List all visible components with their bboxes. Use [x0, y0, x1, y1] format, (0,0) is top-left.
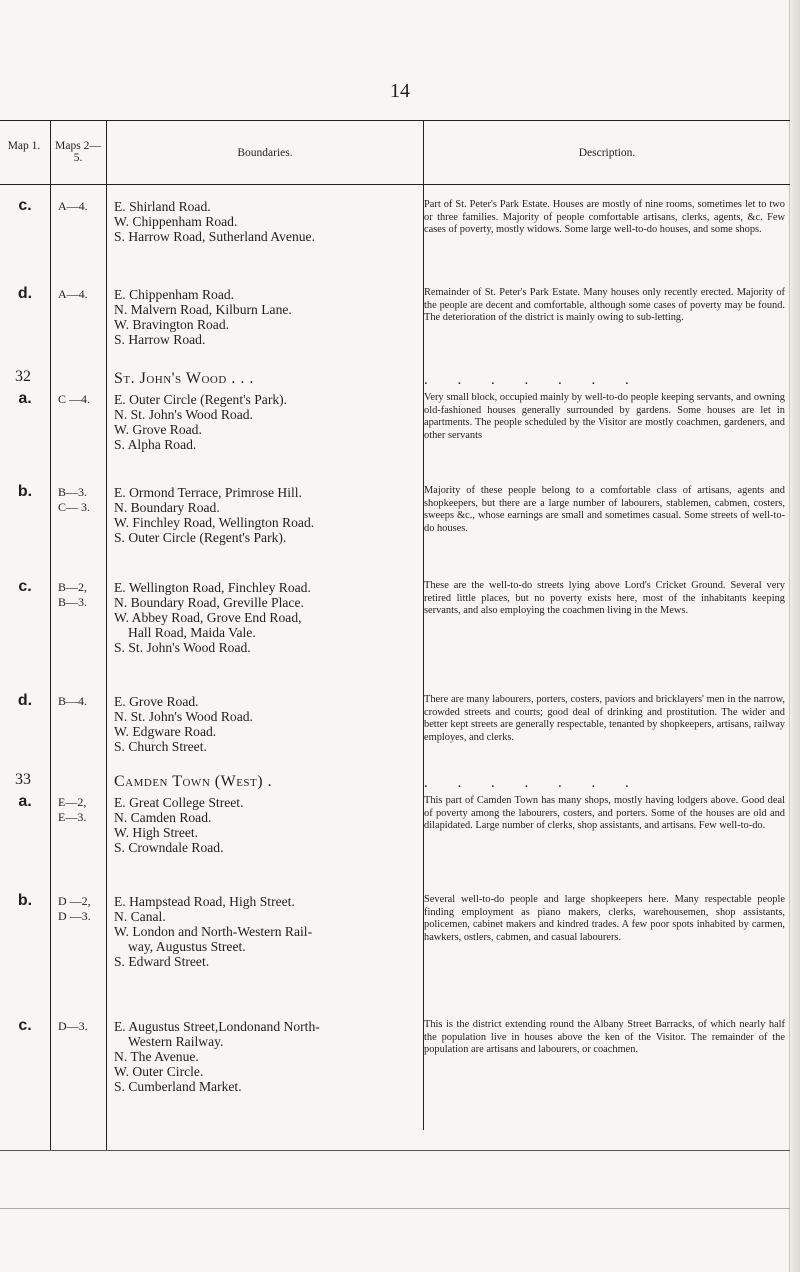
table-row — [0, 287, 790, 357]
description-cell: This is the district extending round the Albany Street Barracks, of which nearly half the population live in houses above the ken of the Visitor. The remainder of the population are artisans and labourers, or coachmen. — [424, 1019, 785, 1055]
description-cell: These are the well-to-do streets lying above Lord's Cricket Ground. Several very retired little places, but no poverty exists here, most of the inhabitants keeping servants, and also employing the coachmen living in the Mews. — [424, 580, 785, 616]
boundaries-cell: E. Shirland Road. W. Chippenham Road. S. Harrow Road, Sutherland Avenue. — [114, 199, 315, 244]
header-description: Description. — [578, 147, 636, 159]
section-number: 32 — [15, 368, 31, 385]
table-row — [0, 580, 790, 670]
boundaries-cell: E. Outer Circle (Regent's Park). N. St. John's Wood Road. W. Grove Road. S. Alpha Road. — [114, 392, 288, 452]
maps-reference: B—4. — [58, 694, 88, 708]
section-number: 33 — [15, 771, 31, 788]
boundaries-cell: E. Grove Road. N. St. John's Wood Road. W. Edgware Road. S. Church Street. — [114, 694, 253, 754]
maps-reference: A—4. — [58, 287, 88, 301]
table-top-rule — [0, 120, 790, 121]
map1-letter: d. — [17, 285, 33, 302]
table-row — [0, 485, 790, 555]
description-cell: There are many labourers, porters, costers, paviors and bricklayers' men in the narrow, crowded streets and courts; good deal of drinking and prostitution. The wider and better kept streets are generally respectable, tenanted by shopkeepers, artisans, railway employes, and clerks. — [424, 694, 785, 743]
map1-letter: a. — [18, 390, 32, 407]
map1-letter: b. — [17, 892, 33, 909]
description-cell: This part of Camden Town has many shops, mostly having lodgers above. Good deal of poverty among the labourers, costers, and porters. Some of the houses are old and dilapidated. Large number of clerks, shop assistants, and artisans. Few well-to-do. — [424, 795, 785, 831]
boundaries-cell: E. Chippenham Road. N. Malvern Road, Kilburn Lane. W. Bravington Road. S. Harrow Road. — [114, 287, 292, 347]
map1-letter: c. — [18, 578, 32, 595]
table-row — [0, 392, 790, 462]
section-title: St. John's Wood . . . — [114, 370, 254, 387]
maps-reference: E—2, E—3. — [58, 795, 87, 824]
table-header-rule — [0, 184, 790, 185]
header-boundaries: Boundaries. — [237, 147, 293, 159]
map1-letter: c. — [18, 1017, 32, 1034]
map1-letter: b. — [17, 483, 33, 500]
boundaries-cell: E. Wellington Road, Finchley Road. N. Boundary Road, Greville Place. W. Abbey Road, Grove End Road, Hall Road, Maida Vale. S. St. John's Wood Road. — [114, 580, 311, 655]
maps-reference: A—4. — [58, 199, 88, 213]
description-cell: Very small block, occupied mainly by well-to-do people keeping servants, and owning old-fashioned houses generally surrounded by gardens. Some houses are let in apartments. The people scheduled by the Visitor are mostly coachmen, gardeners, and other servants — [424, 392, 785, 441]
description-dots: . . . . . . . — [424, 372, 642, 388]
description-dots: . . . . . . . — [424, 775, 642, 791]
page-number: 14 — [390, 80, 410, 102]
boundaries-cell: E. Augustus Street,Londonand North- Western Railway. N. The Avenue. W. Outer Circle. S. Cumberland Market. — [114, 1019, 320, 1094]
map1-letter: c. — [18, 197, 32, 214]
description-cell: Several well-to-do people and large shopkeepers here. Many respectable people finding employment as piano makers, clerks, warehousemen, shop assistants, policemen, cabinet makers and kindred trades. A few poor spots inhabited by carmen, hawkers, ostlers, cabmen, and casual labourers. — [424, 894, 785, 943]
maps-reference: B—3. C— 3. — [58, 485, 91, 514]
table-bottom-rule — [0, 1150, 790, 1151]
map1-letter: d. — [17, 692, 33, 709]
map1-letter: a. — [18, 793, 32, 810]
section-title: Camden Town (West) . — [114, 773, 273, 790]
header-maps: Maps 2—5. — [55, 140, 101, 164]
boundaries-cell: E. Hampstead Road, High Street. N. Canal. W. London and North-Western Rail- way, Augustus Street. S. Edward Street. — [114, 894, 313, 969]
header-map1: Map 1. — [7, 140, 41, 152]
maps-reference: B—2, B—3. — [58, 580, 88, 609]
table-bottom-rule-2 — [0, 1208, 790, 1209]
description-cell: Majority of these people belong to a comfortable class of artisans, agents and shopkeepers, but there are a large number of labourers, stablemen, cabmen, costers, sweeps &c., whose earnings are small and sometimes casual. Some streets of well-to-do houses. — [424, 485, 785, 534]
description-cell: Part of St. Peter's Park Estate. Houses are mostly of nine rooms, sometimes let to two or three families. Majority of people comfortable artisans, clerks, agents, &c. Few cases of poverty, mostly widows. Some large well-to-do houses, and some shops. — [424, 199, 785, 235]
maps-reference: D —2, D —3. — [58, 894, 91, 923]
table-row — [0, 694, 790, 769]
table-row — [0, 894, 790, 974]
maps-reference: C —4. — [58, 392, 91, 406]
table-row — [0, 795, 790, 865]
maps-reference: D—3. — [58, 1019, 88, 1033]
description-cell: Remainder of St. Peter's Park Estate. Many houses only recently erected. Majority of the people are decent and comfortable, although some cases of poverty may be found. The deterioration of the district is mainly owing to sub-letting. — [424, 287, 785, 323]
boundaries-cell: E. Ormond Terrace, Primrose Hill. N. Boundary Road. W. Finchley Road, Wellington Road. S. Outer Circle (Regent's Park). — [114, 485, 315, 545]
table-row — [0, 199, 790, 269]
table-row — [0, 1019, 790, 1099]
boundaries-cell: E. Great College Street. N. Camden Road. W. High Street. S. Crowndale Road. — [114, 795, 244, 855]
